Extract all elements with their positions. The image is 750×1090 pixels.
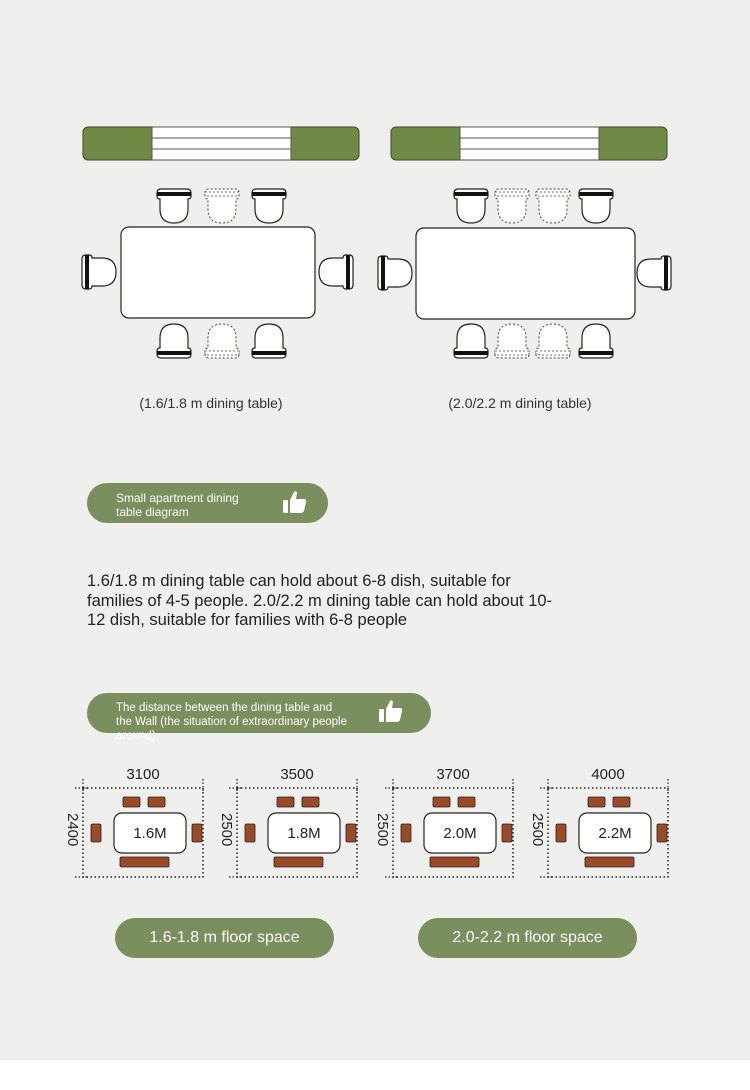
thumbs-up-icon: [282, 489, 308, 515]
chair-optional: [205, 189, 239, 223]
chair-optional: [536, 324, 570, 358]
room-depth-label: 2500: [529, 813, 546, 847]
table-caption-small: (1.6/1.8 m dining table): [139, 395, 283, 411]
chair: [245, 824, 255, 842]
chair: [454, 324, 488, 358]
bench: [120, 857, 169, 867]
chair: [556, 824, 566, 842]
chair: [148, 797, 165, 807]
chair: [123, 797, 140, 807]
chair: [252, 189, 286, 223]
bench: [585, 857, 634, 867]
table-size-label: 2.0M: [443, 825, 477, 842]
room-depth-label: 2500: [218, 813, 235, 847]
room-width-label: 3500: [280, 766, 314, 783]
badge-label: The distance between the dining table and the Wall (the situation of extraordinary people around): [116, 702, 347, 742]
chair: [82, 255, 116, 289]
floor-plan: [58, 765, 208, 890]
chair: [157, 324, 191, 358]
dining-table-small: [121, 227, 315, 318]
chair: [579, 189, 613, 223]
chair: [458, 797, 475, 807]
chair: [579, 324, 613, 358]
badge-label: Small apartment dining table diagram: [116, 491, 239, 519]
chair: [302, 797, 319, 807]
table-size-label: 1.8M: [287, 825, 321, 842]
chair-optional: [536, 189, 570, 223]
chair: [433, 797, 450, 807]
floor-plan: [368, 765, 518, 890]
floor-space-label-small: 1.6-1.8 m floor space: [115, 918, 334, 958]
chair: [588, 797, 605, 807]
chair: [378, 256, 412, 290]
chair: [346, 824, 356, 842]
chair: [613, 797, 630, 807]
table-size-label: 2.2M: [598, 825, 632, 842]
room-width-label: 4000: [591, 766, 625, 783]
room-width-label: 3700: [436, 766, 470, 783]
table-layout-diagrams: [0, 0, 750, 420]
chair: [192, 824, 202, 842]
floor-space-label-large: 2.0-2.2 m floor space: [418, 918, 637, 958]
chair: [157, 189, 191, 223]
dining-table-large: [416, 228, 635, 319]
room-depth-label: 2500: [374, 813, 391, 847]
floor-plan: [523, 765, 673, 890]
room-depth-label: 2400: [64, 813, 81, 847]
chair: [657, 824, 667, 842]
badge-distance: [87, 693, 431, 742]
chair-optional: [495, 324, 529, 358]
sideboard-left: [83, 127, 359, 160]
thumbs-up-icon: [378, 698, 404, 724]
chair-optional: [495, 189, 529, 223]
chair: [319, 255, 353, 289]
chair: [637, 256, 671, 290]
chair: [454, 189, 488, 223]
table-size-label: 1.6M: [133, 825, 167, 842]
chair: [252, 324, 286, 358]
sideboard-right: [391, 127, 667, 160]
chair-optional: [205, 324, 239, 358]
room-width-label: 3100: [126, 766, 160, 783]
bench: [274, 857, 323, 867]
chair: [502, 824, 512, 842]
chair: [91, 824, 101, 842]
badge-small-apartment: [87, 483, 328, 523]
floor-plan: [212, 765, 362, 890]
chair: [401, 824, 411, 842]
description-text: 1.6/1.8 m dining table can hold about 6-8 dish, suitable for families of 4-5 people. 2.0/2.2 m dining table can hold about 10-12 dish, suitable for families with 6-8 people: [87, 572, 553, 629]
table-caption-large: (2.0/2.2 m dining table): [448, 395, 592, 411]
chair: [277, 797, 294, 807]
bench: [430, 857, 479, 867]
